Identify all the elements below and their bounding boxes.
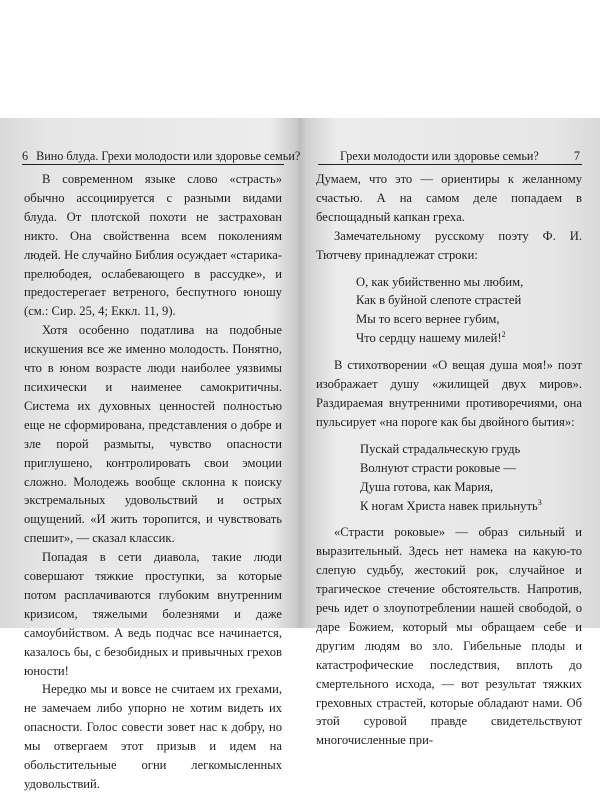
poem-stanza-2	[360, 440, 582, 516]
left-page-number: 6	[22, 149, 29, 163]
paragraph: В современном языке слово «страсть» обычно ассоциируется с разными видами блуда. От плотской похоти не застрахован никто. Она свойственна всем поколениям людей. Не случайно Библия осуждает «старика-прелюбодея, ослабевающего в рассудке», и предостерегает ветреного, беспутного юношу (см.: Сир. 25, 4; Еккл. 11, 9).	[24, 172, 282, 319]
left-running-head-title: Вино блуда. Грехи молодости или здоровье семьи?	[36, 149, 301, 163]
right-page-body	[316, 170, 582, 750]
verse-line: Что сердцу нашему милей!	[356, 331, 502, 346]
paragraph: Хотя особенно податлива на подобные искушения все же именно молодость. Понятно, что в юном возрасте люди наиболее уязвимы психически и наименее самокритичны. Система их духовных ценностей полностью еще не сформирована, представления о добре и зле порой размыты, чувство опасности приглушено, контролировать свои эмоции сложно. Молодежь вообще склонна к поиску экстремальных удовольствий и острых ощущений. «И жить торопится, и чувствовать спешит», — сказал классик.	[24, 323, 282, 546]
paragraph: Замечательному русскому поэту Ф. И. Тютчеву принадлежат строки:	[316, 228, 582, 262]
left-page	[0, 118, 301, 791]
paragraph: Попадая в сети диавола, такие люди совершают тяжкие проступки, за которые потом расплачиваются глубоким внутренним кризисом, тяжелыми болезнями и даже самоубийством. А ведь подчас все начинается, казалось бы, с безобидных и привычных грехов юности!	[24, 550, 282, 678]
verse-line: Пускай страдальческую грудь	[360, 441, 521, 456]
book-spread	[0, 118, 600, 791]
right-page	[300, 118, 600, 748]
left-running-header	[22, 148, 301, 165]
paragraph: «Страсти роковые» — образ сильный и выразительный. Здесь нет намека на какую-то слепую судьбу, жестокий рок, случайное и трагическое стечение обстоятельств. Напротив, речь идет о злоупотреблении нашей свободой, о даре Божием, который мы обращаем себе и другим людям во зло. Гибельные плоды и катастрофические последствия, вплоть до смертельного исхода, — вот результат тяжких греховных страстей, которые обладают нами. Об этой суровой правде свидетельствуют многочисленные при-	[316, 525, 582, 748]
paragraph: В стихотворении «О вещая душа моя!» поэт изображает душу «жилищей двух миров». Раздираемая внутренними противоречиями, она пульсирует «на пороге как бы двойного бытия»:	[316, 358, 582, 429]
verse-line: О, как убийственно мы любим,	[356, 274, 524, 289]
verse-line: Как в буйной слепоте страстей	[356, 293, 522, 308]
verse-line: Душа готова, как Мария,	[360, 479, 494, 494]
left-page-body	[24, 170, 282, 794]
paragraph: Нередко мы и вовсе не считаем их грехами, не замечаем либо упорно не хотим видеть их опасности. Голос совести зовет нас к добру, но мы отвергаем этот призыв и идем на обольстительные огни легкомысленных удовольствий.	[24, 682, 282, 791]
verse-line: Мы то всего вернее губим,	[356, 312, 500, 327]
right-running-head-title: Грехи молодости или здоровье семьи?	[340, 149, 539, 163]
footnote-marker: 3	[537, 497, 542, 507]
poem-stanza-1	[356, 273, 582, 349]
right-running-header	[318, 148, 582, 165]
paragraph: Думаем, что это — ориентиры к желанному счастью. А на самом деле попадаем в беспощадный капкан греха.	[316, 172, 582, 224]
right-page-number: 7	[573, 149, 580, 163]
verse-line: Волнуют страсти роковые —	[360, 460, 516, 475]
verse-line: К ногам Христа навек прильнуть	[360, 498, 538, 513]
footnote-marker: 2	[501, 330, 506, 340]
